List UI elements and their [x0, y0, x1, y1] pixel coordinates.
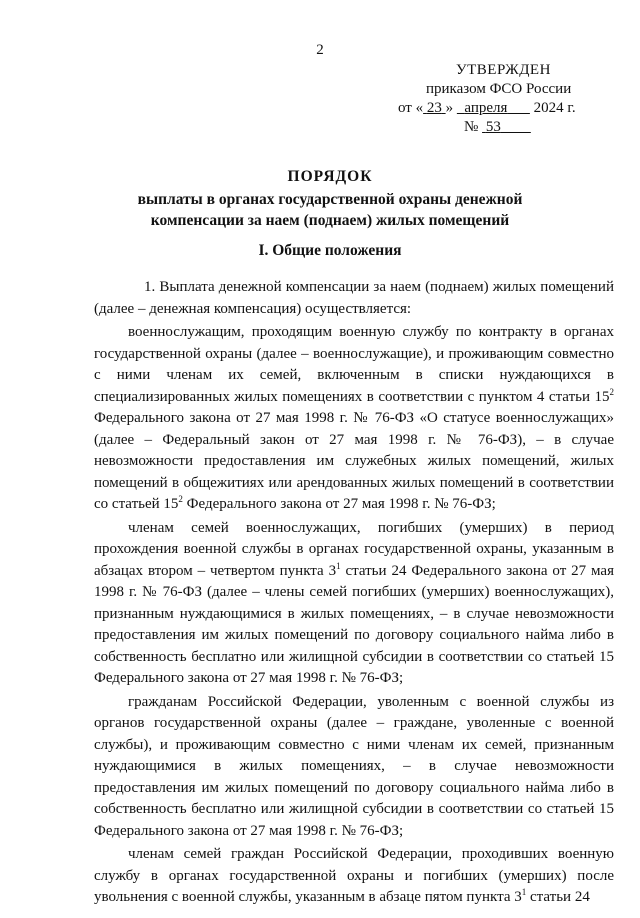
document-body: [94, 277, 614, 911]
date-mid: »: [445, 100, 454, 116]
number-prefix: №: [464, 119, 479, 135]
paragraph-5: [94, 844, 614, 909]
number-value: 53: [485, 119, 501, 135]
title-line1: ПОРЯДОК: [287, 168, 373, 185]
section-heading: I. Общие положения: [258, 242, 402, 259]
date-day-value: 23: [426, 100, 442, 116]
paragraph-2-part-c: Федерального закона от 27 мая 1998 г. № 76-ФЗ;: [182, 496, 496, 512]
date-year: 2024 г.: [533, 100, 576, 116]
superscript: 2: [178, 494, 183, 504]
paragraph-2: [94, 322, 614, 516]
document-title: [90, 166, 570, 231]
approval-date: [398, 99, 628, 118]
date-month-value: апреля: [464, 100, 508, 116]
paragraph-2-part-a: военнослужащим, проходящим военную службу по контракту в органах государственной охраны (далее – военнослужащие), и проживающим совместно с ними членам их семей, включенным в списки нуждающихся в специализированных жилых помещениях в соответствии с пунктом 4 статьи 15: [94, 324, 614, 405]
superscript: 1: [336, 560, 341, 571]
paragraph-2-part-b: Федерального закона от 27 мая 1998 г. № 76-ФЗ «О статусе военнослужащих» (далее – Федеральный закон от 27 мая 1998 г. № 76-ФЗ), – в случае невозможности предоставления им служебных жилых помещений, жилых помещений в общежитиях или арендованных жилых помещений в соответствии со статьей 15: [94, 410, 614, 512]
paragraph-1: 1. Выплата денежной компенсации за наем (поднаем) жилых помещений (далее – денежная компенсация) осуществляется:: [94, 279, 614, 317]
approval-title: УТВЕРЖДЕН: [456, 62, 551, 78]
title-line2: выплаты в органах государственной охраны денежной компенсации за наем (поднаем) жилых помещений: [137, 191, 523, 229]
date-day: [423, 100, 446, 116]
paragraph-5-part-b: статьи 24: [526, 889, 590, 905]
date-prefix: от «: [398, 100, 424, 116]
superscript: 1: [521, 887, 527, 897]
approval-number: [464, 118, 628, 137]
paragraph-3-part-b: статьи 24 Федерального закона от 27 мая 1998 г. № 76-ФЗ (далее – члены семей погибших (умерших) военнослужащих), признанным нуждающимися в жилых помещениях, – в случае невозможности предоставления им жилых помещений по договору социального найма либо в собственность бесплатно или жилищной субсидии в соответствии со статьей 15 Федерального закона от 27 мая 1998 г. № 76-ФЗ;: [94, 562, 614, 686]
page-number: 2: [316, 42, 324, 58]
approval-order: приказом ФСО России: [426, 81, 572, 97]
number-underline: [482, 119, 531, 135]
date-month: [457, 100, 530, 116]
paragraph-3: [94, 518, 614, 690]
approval-block: [398, 61, 628, 137]
paragraph-5-part-a: членам семей граждан Российской Федерации, проходивших военную службу в органах государственной охраны и погибших (умерших) после увольнения с военной службы, указанным в абзаце пятом пункта 3: [94, 846, 614, 905]
paragraph-4: гражданам Российской Федерации, уволенным с военной службы из органов государственной охраны (далее – граждане, уволенные с военной службы), и проживающим совместно с ними членам их семей, признанным нуждающимися в жилых помещениях, – в случае невозможности предоставления им жилых помещений по договору социального найма либо в собственность бесплатно или жилищной субсидии в соответствии со статьей 15 Федерального закона от 27 мая 1998 г. № 76-ФЗ;: [94, 693, 614, 839]
superscript: 2: [609, 386, 614, 397]
paragraph-3-part-a: членам семей военнослужащих, погибших (умерших) в период прохождения военной службы в органах государственной охраны, указанным в абзацах втором – четвертом пункта 3: [94, 519, 614, 579]
